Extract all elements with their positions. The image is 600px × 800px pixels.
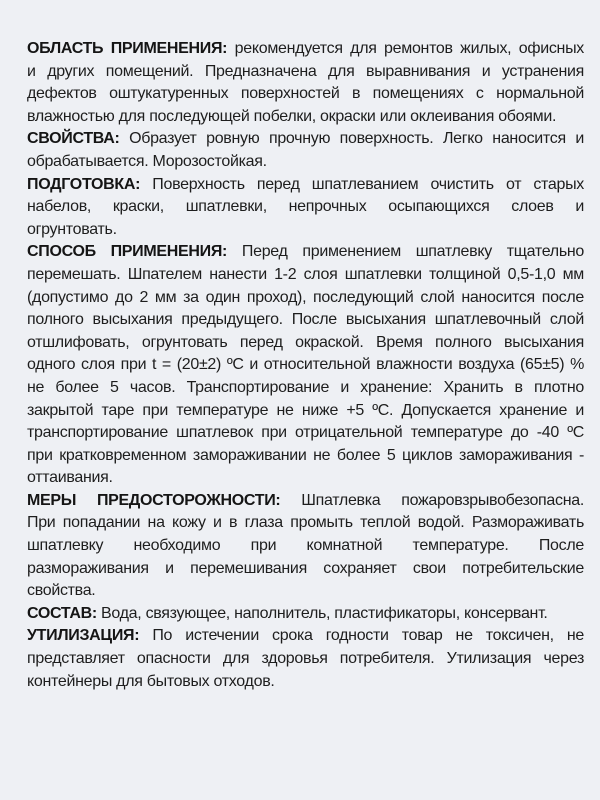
- text-line: [27, 671, 584, 694]
- section-text: оттаивания.: [27, 469, 113, 487]
- section-text: рекомендуется для ремонтов жилых, офисных: [227, 40, 584, 57]
- section-text: Поверхность перед шпатлеванием очистить от старых: [140, 175, 584, 193]
- text-line: [27, 445, 584, 468]
- section-text: закрытой таре при температуре не ниже +5 ºС. Допускается хранение и: [27, 401, 584, 419]
- text-line: [27, 174, 584, 197]
- text-line: [27, 219, 584, 242]
- text-line: [27, 128, 584, 151]
- section-text: и других помещений. Предназначена для выравнивания и устранения: [27, 62, 584, 80]
- section-text: При попадании на кожу и в глаза промыть теплой водой. Размораживать: [27, 514, 584, 532]
- section-properties: [27, 128, 584, 173]
- section-text: Перед применением шпатлевку тщательно: [227, 243, 584, 261]
- section-text: (допустимо до 2 мм за один проход), последующий слой наносится после: [27, 288, 584, 306]
- text-line: [27, 603, 584, 626]
- section-text: влажностью для последующей побелки, окраски или оклеивания обоями.: [27, 107, 557, 125]
- text-line: [27, 287, 584, 310]
- section-text: транспортирование шпатлевок при отрицательной температуре до -40 ºС: [27, 424, 584, 442]
- text-line: [27, 241, 584, 264]
- text-line: [27, 400, 584, 423]
- text-line: [27, 106, 584, 129]
- section-heading: МЕРЫ ПРЕДОСТОРОЖНОСТИ:: [27, 491, 281, 509]
- section-application-method: [27, 241, 584, 490]
- text-line: [27, 580, 584, 603]
- section-text: Образует ровную прочную поверхность. Легко наносится и: [119, 130, 584, 148]
- section-text: Вода, связующее, наполнитель, пластификаторы, консервант.: [96, 604, 548, 622]
- section-text: представляет опасности для здоровья потребителя. Утилизация через: [27, 650, 584, 668]
- section-heading: СОСТАВ:: [27, 604, 97, 622]
- section-preparation: [27, 174, 584, 242]
- text-line: [27, 83, 584, 106]
- text-line: [27, 354, 584, 377]
- text-line: [27, 196, 584, 219]
- section-text: контейнеры для бытовых отходов.: [27, 672, 275, 690]
- section-text: не более 5 часов. Транспортирование и хранение: Хранить в плотно: [27, 378, 584, 396]
- text-line: [27, 422, 584, 445]
- text-line: [27, 264, 584, 287]
- section-text: дефектов оштукатуренных поверхностей в помещениях с нормальной: [27, 85, 584, 103]
- section-text: Шпатлевка пожаровзрывобезопасна.: [280, 491, 584, 509]
- section-text: отшлифовать, огрунтовать перед окраской. Время полного высыхания: [27, 333, 584, 351]
- product-label-text: [27, 38, 584, 693]
- section-application-area: [27, 38, 584, 128]
- text-line: [27, 625, 584, 648]
- text-line: [27, 558, 584, 581]
- section-text: По истечении срока годности товар не токсичен, не: [139, 627, 584, 645]
- section-disposal: [27, 625, 584, 693]
- section-text: размораживания и перемешивания сохраняет свои потребительские: [27, 559, 584, 577]
- section-text: при кратковременном замораживании не более 5 циклов замораживания -: [27, 446, 584, 464]
- text-line: [27, 151, 584, 174]
- text-line: [27, 490, 584, 513]
- section-heading: СПОСОБ ПРИМЕНЕНИЯ:: [27, 243, 228, 261]
- section-text: обрабатывается. Морозостойкая.: [27, 152, 267, 170]
- text-line: [27, 648, 584, 671]
- section-text: одного слоя при t = (20±2) ºС и относительной влажности воздуха (65±5) %: [27, 356, 584, 374]
- section-precautions: [27, 490, 584, 603]
- section-text: полного высыхания предыдущего. После высыхания шпатлевочный слой: [27, 311, 584, 329]
- section-composition: [27, 603, 584, 626]
- section-heading: ОБЛАСТЬ ПРИМЕНЕНИЯ:: [27, 40, 228, 57]
- text-line: [27, 332, 584, 355]
- section-heading: УТИЛИЗАЦИЯ:: [27, 627, 140, 645]
- section-text: шпатлевку необходимо при комнатной температуре. После: [27, 537, 584, 555]
- text-line: [27, 535, 584, 558]
- section-text: огрунтовать.: [27, 220, 117, 238]
- text-line: [27, 377, 584, 400]
- section-text: набелов, краски, шпатлевки, непрочных осыпающихся слоев и: [27, 198, 584, 216]
- text-line: [27, 38, 584, 61]
- text-line: [27, 309, 584, 332]
- section-heading: ПОДГОТОВКА:: [27, 175, 141, 193]
- text-line: [27, 512, 584, 535]
- text-line: [27, 467, 584, 490]
- section-heading: СВОЙСТВА:: [27, 130, 120, 148]
- section-text: перемешать. Шпателем нанести 1-2 слоя шпатлевки толщиной 0,5-1,0 мм: [27, 265, 584, 283]
- section-text: свойства.: [27, 582, 96, 600]
- text-line: [27, 61, 584, 84]
